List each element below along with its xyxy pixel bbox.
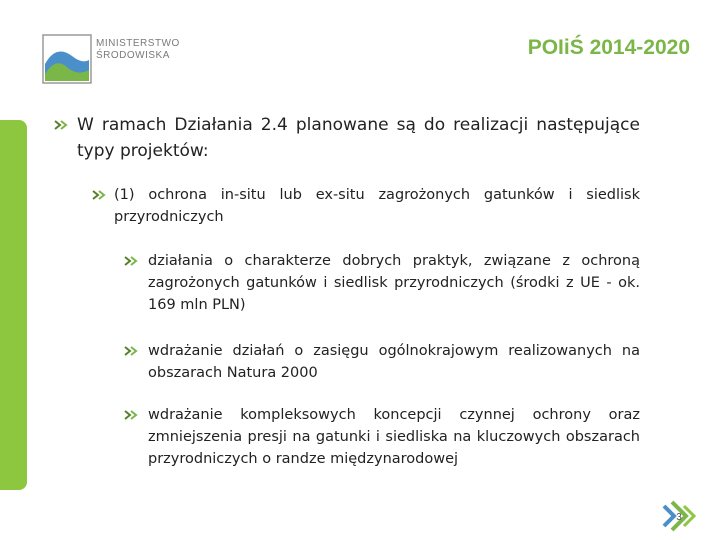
double-chevron-arrow-icon (124, 345, 140, 357)
list-item: wdrażanie działań o zasięgu ogólnokrajowym realizowanych na obszarach Natura 2000 (148, 343, 640, 381)
double-chevron-arrow-icon (124, 255, 140, 267)
list-item: wdrażanie kompleksowych koncepcji czynnej ochrony oraz zmniejszenia presji na gatunki i siedliska na kluczowych obszarach przyrodniczych o randze międzynarodowej (148, 407, 640, 467)
mountain-logo-icon (42, 34, 92, 84)
main-bullet-text: W ramach Działania 2.4 planowane są do realizacji następujące typy projektów: (77, 115, 640, 161)
list-item: działania o charakterze dobrych praktyk, związane z ochroną zagrożonych gatunków i siedlisk przyrodniczych (środki z UE - ok. 169 mln PLN) (148, 253, 640, 313)
page-title: POIiŚ 2014-2020 (527, 36, 690, 59)
double-chevron-arrow-icon (92, 189, 108, 201)
double-chevron-arrow-icon (54, 119, 70, 131)
sub-bullet-text: (1) ochrona in-situ lub ex-situ zagrożonych gatunków i siedlisk przyrodniczych (114, 187, 640, 225)
logo-line-1: MINISTERSTWO (96, 38, 180, 49)
left-accent-bar (0, 120, 27, 490)
logo-text (96, 38, 180, 62)
logo-line-2: ŚRODOWISKA (96, 50, 170, 61)
double-chevron-arrow-icon (124, 409, 140, 421)
page-number: 3 (676, 512, 682, 523)
ministry-logo (42, 34, 192, 88)
chevron-page-badge-icon (662, 498, 710, 534)
